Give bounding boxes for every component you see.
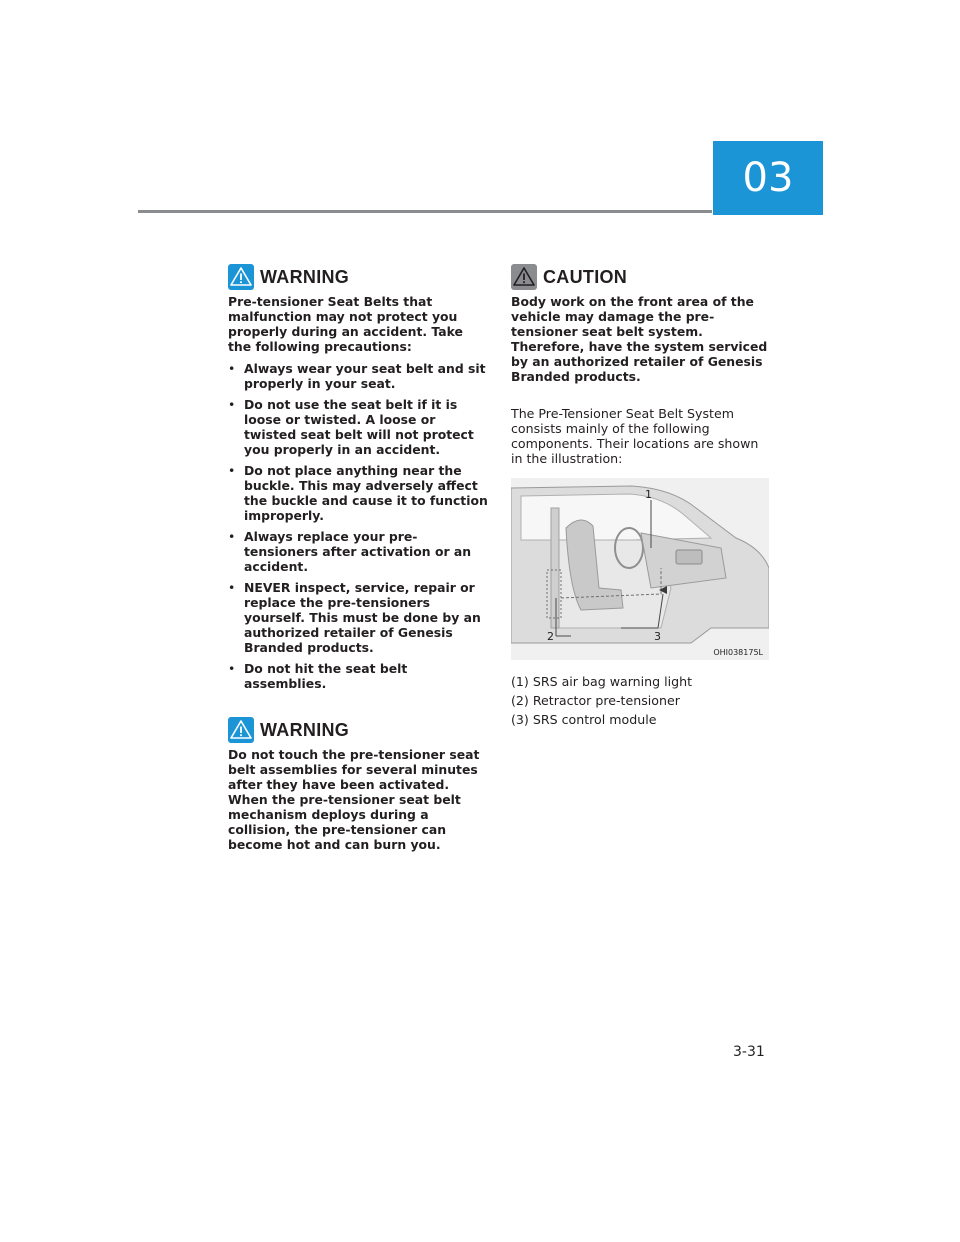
figure-code: OHI038175L [713,648,763,657]
right-column [511,262,769,729]
caution-title: CAUTION [543,266,628,287]
list-item: (3) SRS control module [511,712,657,727]
list-item: • Do not place anything near the buckle. This may adversely affect the buckle and cause it to function improperly. [228,463,488,523]
callout-3: 3 [654,630,661,643]
vehicle-interior-drawing [511,478,769,660]
list-item: • Always replace your pre-tensioners after activation or an accident. [228,529,488,574]
warning-triangle-icon [228,717,254,743]
callout-2: 2 [547,630,554,643]
warning-intro: Pre-tensioner Seat Belts that malfunction may not protect you properly during an accident. Take the following precautions: [228,294,463,354]
chapter-tab [713,141,823,215]
caution-triangle-icon [511,264,537,290]
warning-body: Do not touch the pre-tensioner seat belt assemblies for several minutes after they have been activated. When the pre-tensioner seat belt mechanism deploys during a collision, the pre-tensioner can become hot and can burn you. [228,747,480,852]
list-item: • Do not hit the seat belt assemblies. [228,661,488,691]
callout-1: 1 [645,488,652,501]
page-number: 3-31 [733,1044,765,1060]
intro-paragraph: The Pre-Tensioner Seat Belt System consists mainly of the following components. Their locations are shown in the illustration: [511,406,759,466]
chapter-number: 03 [742,155,794,201]
list-item: • Always wear your seat belt and sit properly in your seat. [228,361,488,391]
warning-header [228,715,488,745]
list-item: (1) SRS air bag warning light [511,674,693,689]
warning-bullet-list [228,361,488,691]
warning-title: WARNING [260,266,350,287]
list-item: • Do not use the seat belt if it is loose or twisted. A loose or twisted seat belt will not protect you properly in an accident. [228,397,488,457]
caution-body: Body work on the front area of the vehicle may damage the pre-tensioner seat belt system. Therefore, have the system serviced by an authorized retailer of Genesis Branded products. [511,294,768,384]
list-item: (2) Retractor pre-tensioner [511,693,680,708]
component-legend [511,672,769,729]
caution-header [511,262,769,292]
list-item: • NEVER inspect, service, repair or replace the pre-tensioners yourself. This must be done by an authorized retailer of Genesis Branded products. [228,580,488,655]
warning-title: WARNING [260,719,350,740]
warning-header [228,262,488,292]
seat-belt-illustration [511,478,769,660]
warning-triangle-icon [228,264,254,290]
header-rule [138,210,712,213]
left-column [228,262,488,852]
